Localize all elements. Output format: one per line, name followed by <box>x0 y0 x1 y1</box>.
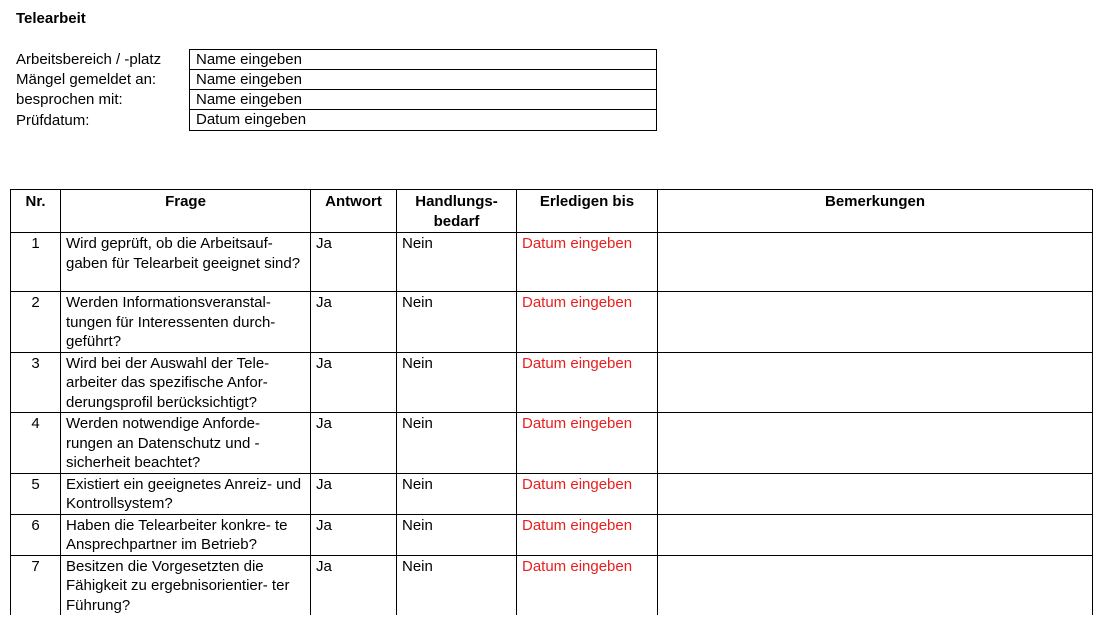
meta-label-pruefdatum: Prüfdatum: <box>16 112 90 129</box>
row-handlungsbedarf[interactable]: Nein <box>397 292 517 353</box>
row-bemerkungen[interactable] <box>658 555 1093 615</box>
row-bemerkungen[interactable] <box>658 352 1093 413</box>
row-frage: Haben die Telearbeiter konkre- te Ansprechpartner im Betrieb? <box>61 514 311 555</box>
pruefdatum-field[interactable]: Datum eingeben <box>196 111 307 128</box>
row-nr: 2 <box>11 292 61 353</box>
row-handlungsbedarf[interactable]: Nein <box>397 555 517 615</box>
header-erledigen-bis: Erledigen bis <box>517 190 658 233</box>
row-antwort[interactable]: Ja <box>311 352 397 413</box>
row-frage: Existiert ein geeignetes Anreiz- und Kontrollsystem? <box>61 473 311 514</box>
row-handlungsbedarf[interactable]: Nein <box>397 473 517 514</box>
row-nr: 7 <box>11 555 61 615</box>
table-row <box>11 473 1093 514</box>
meta-fields-box <box>189 49 657 131</box>
table-row <box>11 352 1093 413</box>
header-handlungsbedarf: Handlungs- bedarf <box>397 190 517 233</box>
row-erledigen-bis[interactable]: Datum eingeben <box>517 555 658 615</box>
row-erledigen-bis[interactable]: Datum eingeben <box>517 292 658 353</box>
row-antwort[interactable]: Ja <box>311 473 397 514</box>
row-erledigen-bis[interactable]: Datum eingeben <box>517 473 658 514</box>
row-antwort[interactable]: Ja <box>311 233 397 292</box>
header-frage: Frage <box>61 190 311 233</box>
row-frage: Werden Informationsveranstal- tungen für Interessenten durch- geführt? <box>61 292 311 353</box>
maengel-gemeldet-field[interactable]: Name eingeben <box>190 70 656 90</box>
row-handlungsbedarf[interactable]: Nein <box>397 413 517 474</box>
header-antwort: Antwort <box>311 190 397 233</box>
meta-label-arbeitsbereich: Arbeitsbereich / -platz <box>16 51 162 68</box>
row-handlungsbedarf[interactable]: Nein <box>397 352 517 413</box>
checklist-table <box>10 189 1093 615</box>
row-antwort[interactable]: Ja <box>311 413 397 474</box>
row-nr: 1 <box>11 233 61 292</box>
row-handlungsbedarf[interactable]: Nein <box>397 233 517 292</box>
row-antwort[interactable]: Ja <box>311 555 397 615</box>
table-row <box>11 555 1093 615</box>
header-nr: Nr. <box>11 190 61 233</box>
row-nr: 4 <box>11 413 61 474</box>
row-bemerkungen[interactable] <box>658 413 1093 474</box>
row-nr: 5 <box>11 473 61 514</box>
table-row <box>11 292 1093 353</box>
row-bemerkungen[interactable] <box>658 514 1093 555</box>
row-bemerkungen[interactable] <box>658 473 1093 514</box>
besprochen-mit-field[interactable]: Name eingeben <box>190 90 656 110</box>
table-header-row <box>11 190 1093 233</box>
table-row <box>11 514 1093 555</box>
meta-label-maengel: Mängel gemeldet an: <box>16 71 157 88</box>
row-nr: 6 <box>11 514 61 555</box>
row-erledigen-bis[interactable]: Datum eingeben <box>517 514 658 555</box>
row-erledigen-bis[interactable]: Datum eingeben <box>517 413 658 474</box>
row-erledigen-bis[interactable]: Datum eingeben <box>517 352 658 413</box>
row-handlungsbedarf[interactable]: Nein <box>397 514 517 555</box>
row-frage: Wird bei der Auswahl der Tele- arbeiter das spezifische Anfor- derungsprofil berücksichtigt? <box>61 352 311 413</box>
row-frage: Werden notwendige Anforde- rungen an Datenschutz und - sicherheit beachtet? <box>61 413 311 474</box>
document-title: Telearbeit <box>16 10 86 27</box>
meta-label-besprochen: besprochen mit: <box>16 91 123 108</box>
table-row <box>11 233 1093 292</box>
row-frage: Wird geprüft, ob die Arbeitsauf- gaben für Telearbeit geeignet sind? <box>61 233 311 292</box>
row-bemerkungen[interactable] <box>658 233 1093 292</box>
row-antwort[interactable]: Ja <box>311 514 397 555</box>
header-bemerkungen: Bemerkungen <box>658 190 1093 233</box>
arbeitsbereich-field[interactable]: Name eingeben <box>190 50 656 70</box>
row-antwort[interactable]: Ja <box>311 292 397 353</box>
row-bemerkungen[interactable] <box>658 292 1093 353</box>
table-row <box>11 413 1093 474</box>
row-erledigen-bis[interactable]: Datum eingeben <box>517 233 658 292</box>
row-frage: Besitzen die Vorgesetzten die Fähigkeit zu ergebnisorientier- ter Führung? <box>61 555 311 615</box>
row-nr: 3 <box>11 352 61 413</box>
